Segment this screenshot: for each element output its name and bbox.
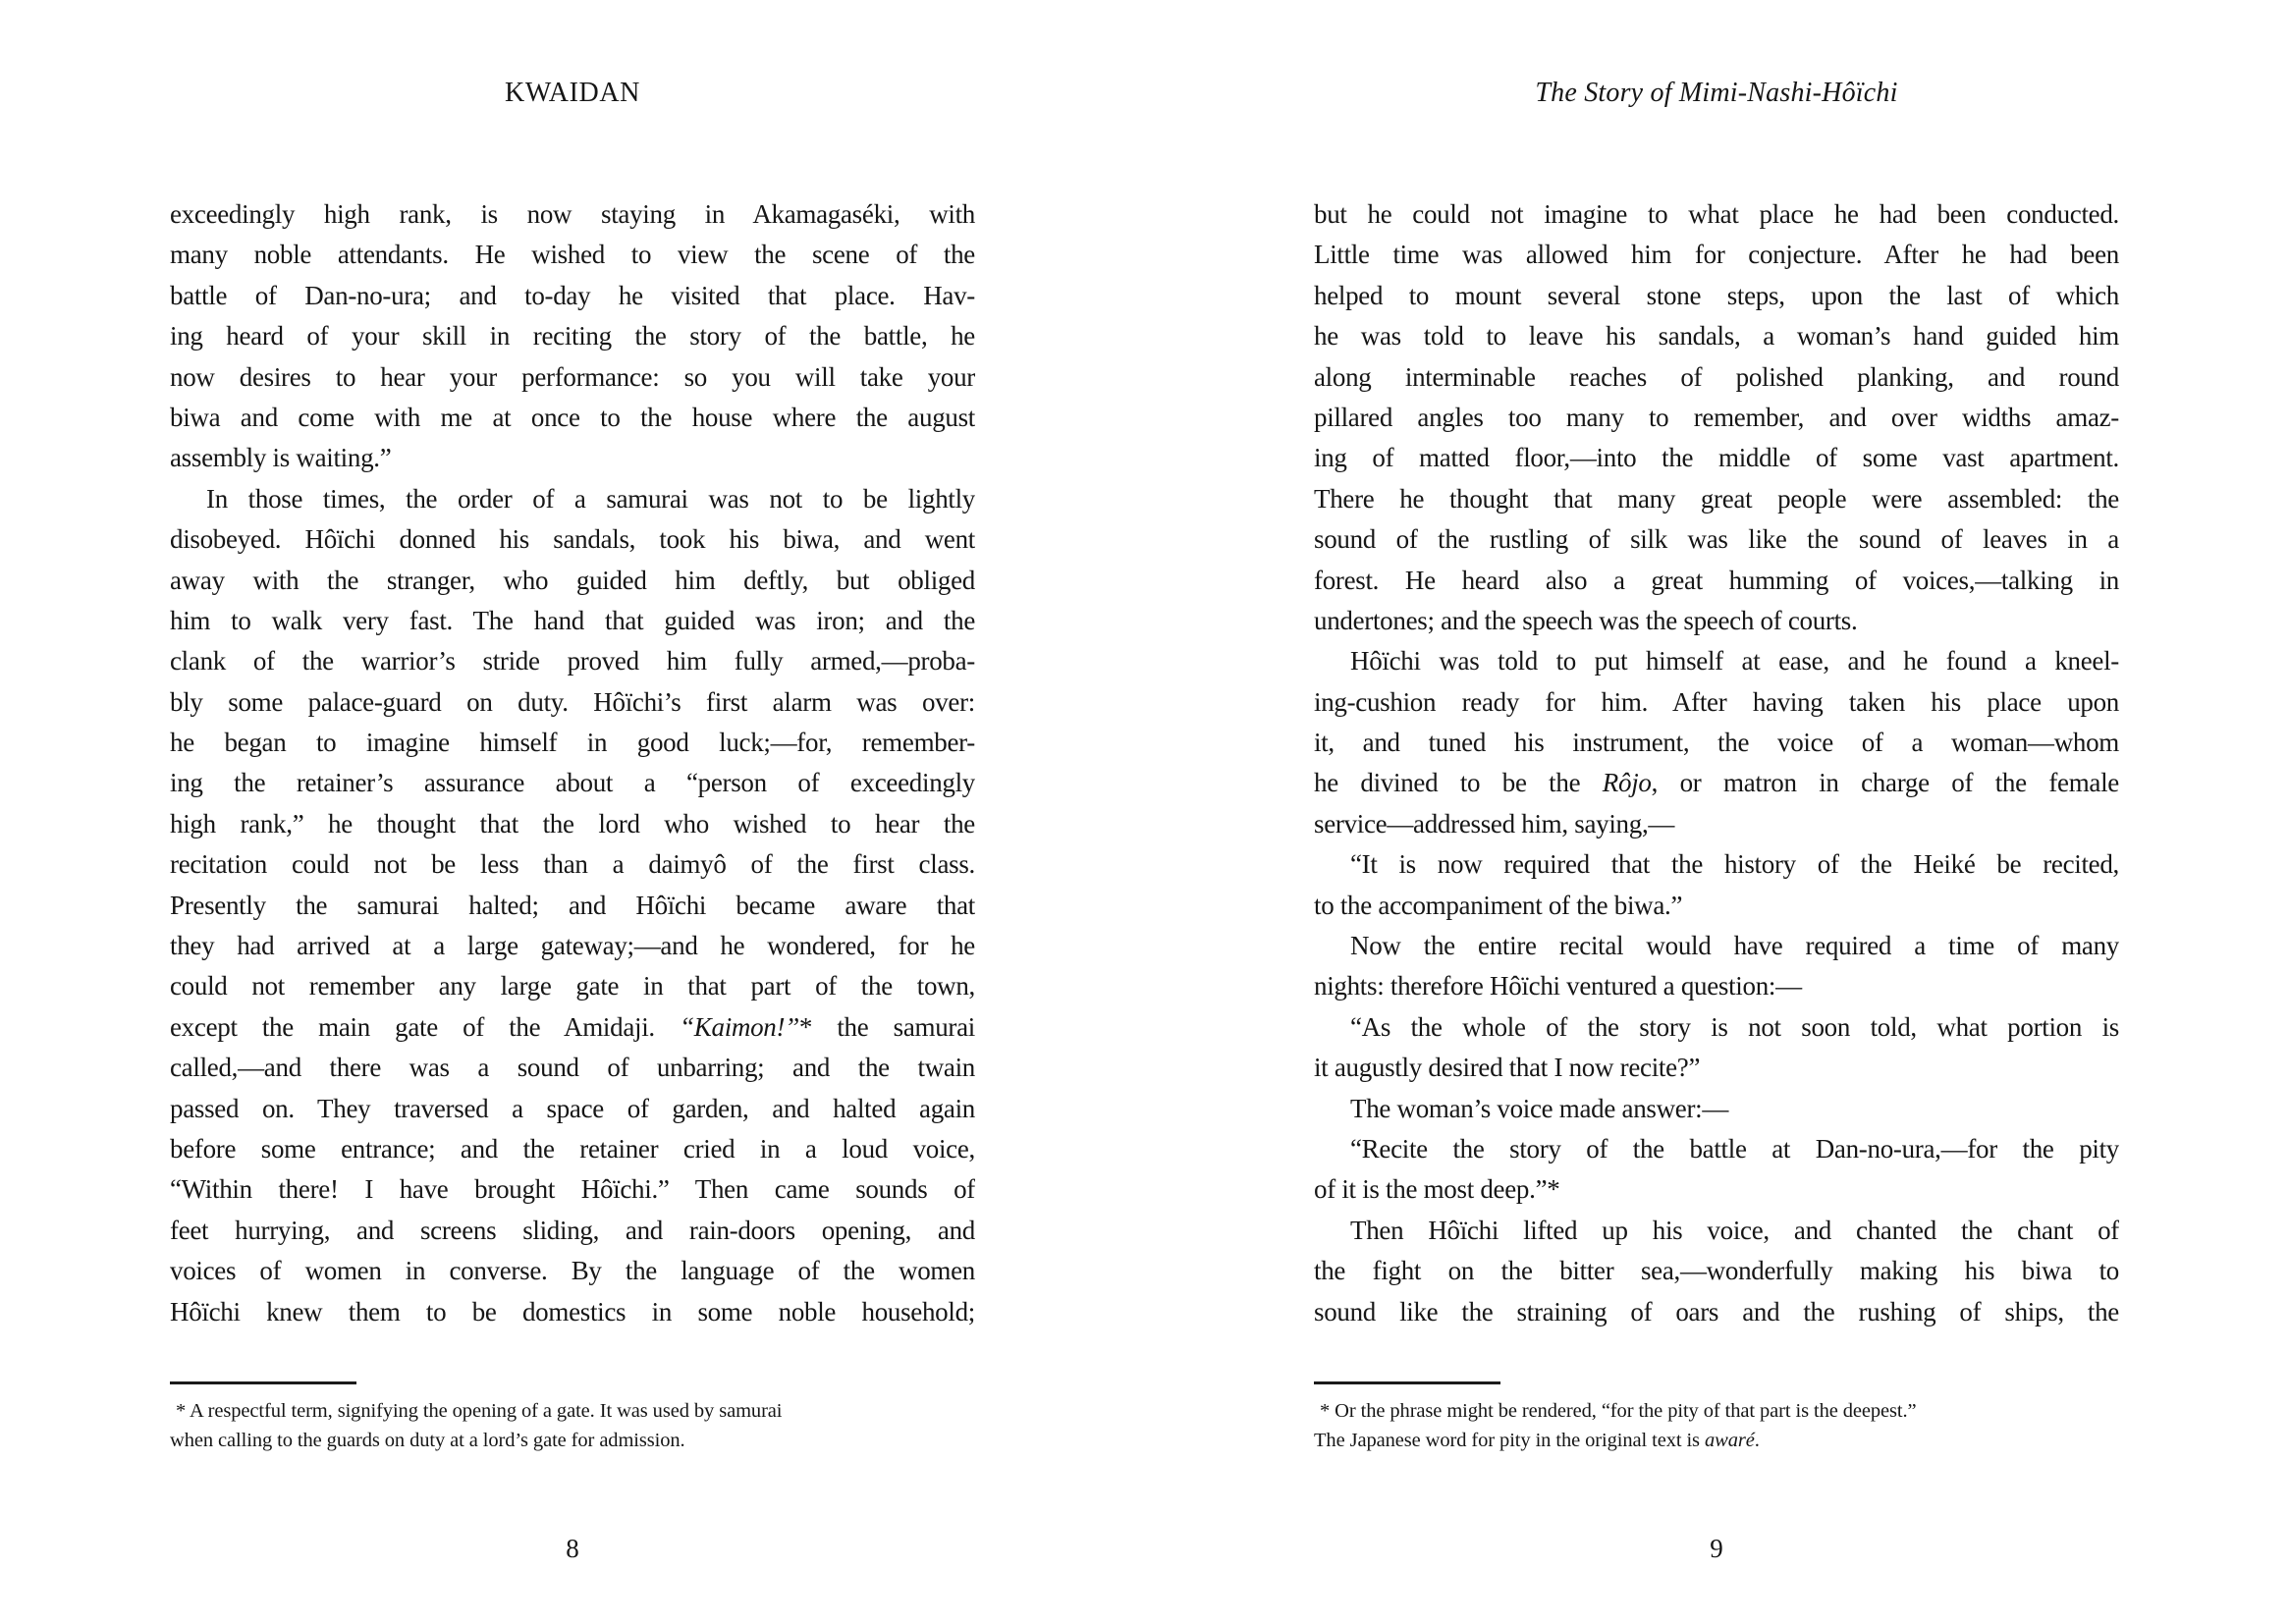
text-run: it, and tuned his instrument, the voice of a woman—whom [1314, 728, 2119, 758]
text-run: when calling to the guards on duty at a lord’s gate for admission. [170, 1430, 685, 1451]
text-line [170, 1089, 975, 1129]
text-run: . [1754, 1430, 1760, 1451]
text-line [1314, 1251, 2119, 1291]
text-run: In those times, the order of a samurai was not to be lightly [206, 483, 975, 514]
text-line [1314, 804, 2119, 844]
text-line [1314, 886, 2119, 926]
text-run: * A respectful term, signifying the opening of a gate. It was used by samurai [176, 1400, 783, 1422]
text-run: before some entrance; and the retainer cried in a loud voice, [170, 1133, 975, 1164]
text-run: of it is the most deep.”* [1314, 1174, 1560, 1205]
text-run: The woman’s voice made answer:— [1350, 1093, 1729, 1123]
text-run: now desires to hear your performance: so you will take your [170, 361, 975, 392]
text-run: “As the whole of the story is not soon told, what portion is [1350, 1011, 2119, 1042]
text-run: ing-cushion ready for him. After having taken his place upon [1314, 686, 2119, 717]
text-run: he divined to be the [1314, 768, 1603, 798]
text-line [170, 763, 975, 803]
text-line [170, 438, 975, 478]
text-line [1314, 926, 2119, 966]
page-number-left: 8 [566, 1534, 579, 1563]
text-line [1314, 1169, 2119, 1210]
text-run: feet hurrying, and screens sliding, and rain-doors opening, and [170, 1215, 975, 1245]
text-run: helped to mount several stone steps, upon the last of which [1314, 280, 2119, 310]
text-line [1314, 682, 2119, 723]
text-run: passed on. They traversed a space of garden, and halted again [170, 1093, 975, 1123]
text-run: recitation could not be less than a daimyô of the first class. [170, 849, 975, 880]
text-run: pillared angles too many to remember, and over widths amaz- [1314, 402, 2119, 432]
text-run: forest. He heard also a great humming of voices,—talking in [1314, 565, 2119, 595]
text-line [1314, 601, 2119, 641]
text-run: clank of the warrior’s stride proved him fully armed,—proba- [170, 646, 975, 677]
text-run: voices of women in converse. By the language of the women [170, 1256, 975, 1286]
text-run: assembly is waiting.” [170, 443, 392, 473]
text-line [170, 561, 975, 601]
text-run: but he could not imagine to what place he had been conducted. [1314, 199, 2119, 229]
text-line [170, 1129, 975, 1169]
text-run: along interminable reaches of polished planking, and round [1314, 361, 2119, 392]
text-run: * Or the phrase might be rendered, “for the pity of that part is the deepest.” [1320, 1400, 1917, 1422]
page-body-left [170, 194, 975, 1332]
italic-text-run: awaré [1704, 1430, 1755, 1451]
text-line [1314, 966, 2119, 1006]
text-run: sound like the straining of oars and the rushing of ships, the [1314, 1296, 2119, 1326]
text-line [1314, 519, 2119, 560]
text-line [170, 235, 975, 275]
text-run: service—addressed him, saying,— [1314, 808, 1675, 839]
text-line [1314, 561, 2119, 601]
footnote-right [1314, 1396, 2119, 1455]
text-run: Now the entire recital would have required a time of many [1350, 931, 2119, 961]
text-run: nights: therefore Hôïchi ventured a question:— [1314, 971, 1802, 1001]
text-line [1314, 1396, 2119, 1426]
page-body-right [1314, 194, 2119, 1332]
text-line [170, 966, 975, 1006]
text-line [170, 1251, 975, 1291]
text-run: undertones; and the speech was the speech of courts. [1314, 605, 1858, 635]
text-run: he was told to leave his sandals, a woman’s hand guided him [1314, 321, 2119, 352]
text-line [170, 1292, 975, 1332]
text-line [170, 804, 975, 844]
text-run: called,—and there was a sound of unbarring; and the twain [170, 1053, 975, 1083]
text-line [170, 723, 975, 763]
text-run: ing of matted floor,—into the middle of some vast apartment. [1314, 443, 2119, 473]
text-line [1314, 844, 2119, 885]
text-line [170, 1007, 975, 1048]
text-run: ing the retainer’s assurance about a “person of exceedingly [170, 768, 975, 798]
text-line [1314, 316, 2119, 356]
text-run: except the main gate of the Amidaji. [170, 1011, 681, 1042]
text-run: sound of the rustling of silk was like the sound of leaves in a [1314, 524, 2119, 555]
text-run: There he thought that many great people were assembled: the [1314, 483, 2119, 514]
text-run: , or matron in charge of the female [1651, 768, 2119, 798]
text-line [1314, 1426, 2119, 1455]
text-run: “Recite the story of the battle at Dan-no-ura,—for the pity [1350, 1133, 2119, 1164]
footnote-left [170, 1396, 975, 1455]
text-line [170, 601, 975, 641]
text-run: * the samurai [798, 1011, 975, 1042]
text-run: bly some palace-guard on duty. Hôïchi’s first alarm was over: [170, 686, 975, 717]
text-run: “It is now required that the history of the Heiké be recited, [1350, 849, 2119, 880]
text-line [170, 519, 975, 560]
text-line [1314, 723, 2119, 763]
text-line [1314, 641, 2119, 681]
footnote-rule [170, 1381, 356, 1384]
text-run: disobeyed. Hôïchi donned his sandals, took his biwa, and went [170, 524, 975, 555]
text-run: Hôïchi was told to put himself at ease, and he found a kneel- [1350, 646, 2119, 677]
text-run: ing heard of your skill in reciting the story of the battle, he [170, 321, 975, 352]
footnote-rule [1314, 1381, 1500, 1384]
text-run: battle of Dan-no-ura; and to-day he visited that place. Hav- [170, 280, 975, 310]
page-number-right: 9 [1710, 1534, 1723, 1563]
text-line [1314, 763, 2119, 803]
text-run: Hôïchi knew them to be domestics in some noble household; [170, 1296, 975, 1326]
text-run: Presently the samurai halted; and Hôïchi became aware that [170, 890, 975, 920]
text-line [1314, 1211, 2119, 1251]
text-run: to the accompaniment of the biwa.” [1314, 890, 1683, 920]
text-line [170, 398, 975, 438]
text-run: many noble attendants. He wished to view the scene of the [170, 240, 975, 270]
text-run: biwa and come with me at once to the house where the august [170, 402, 975, 432]
text-run: high rank,” he thought that the lord who wished to hear the [170, 808, 975, 839]
text-line [1314, 398, 2119, 438]
text-run: “Within there! I have brought Hôïchi.” Then came sounds of [170, 1174, 975, 1205]
text-line [170, 1211, 975, 1251]
text-run: away with the stranger, who guided him deftly, but obliged [170, 565, 975, 595]
text-line [170, 844, 975, 885]
text-run: could not remember any large gate in that part of the town, [170, 971, 975, 1001]
text-line [1314, 194, 2119, 235]
text-line [170, 1426, 975, 1455]
text-line [170, 926, 975, 966]
text-line [170, 1169, 975, 1210]
text-line [170, 357, 975, 398]
italic-text-run: “Kaimon!” [680, 1011, 799, 1042]
text-run: exceedingly high rank, is now staying in Akamagaséki, with [170, 199, 975, 229]
running-header-book-title: KWAIDAN [505, 78, 640, 108]
text-line [170, 276, 975, 316]
text-line [1314, 438, 2119, 478]
text-line [170, 479, 975, 519]
text-line [1314, 276, 2119, 316]
text-line [170, 1048, 975, 1088]
text-line [170, 316, 975, 356]
text-line [170, 682, 975, 723]
text-line [1314, 1089, 2119, 1129]
text-run: Then Hôïchi lifted up his voice, and chanted the chant of [1350, 1215, 2119, 1245]
text-line [1314, 479, 2119, 519]
text-run: Little time was allowed him for conjecture. After he had been [1314, 240, 2119, 270]
running-header-chapter-title: The Story of Mimi-Nashi-Hôïchi [1535, 78, 1898, 108]
text-run: it augustly desired that I now recite?” [1314, 1053, 1701, 1083]
text-line [170, 886, 975, 926]
text-run: him to walk very fast. The hand that guided was iron; and the [170, 605, 975, 635]
text-run: the fight on the bitter sea,—wonderfully making his biwa to [1314, 1256, 2119, 1286]
text-line [1314, 1292, 2119, 1332]
text-line [1314, 1129, 2119, 1169]
text-line [170, 194, 975, 235]
text-run: he began to imagine himself in good luck;—for, remember- [170, 728, 975, 758]
text-line [1314, 357, 2119, 398]
text-run: The Japanese word for pity in the original text is [1314, 1430, 1705, 1451]
text-line [1314, 1007, 2119, 1048]
text-line [1314, 235, 2119, 275]
text-line [1314, 1048, 2119, 1088]
text-run: they had arrived at a large gateway;—and he wondered, for he [170, 931, 975, 961]
text-line [170, 1396, 975, 1426]
italic-text-run: Rôjo [1602, 768, 1652, 798]
text-line [170, 641, 975, 681]
